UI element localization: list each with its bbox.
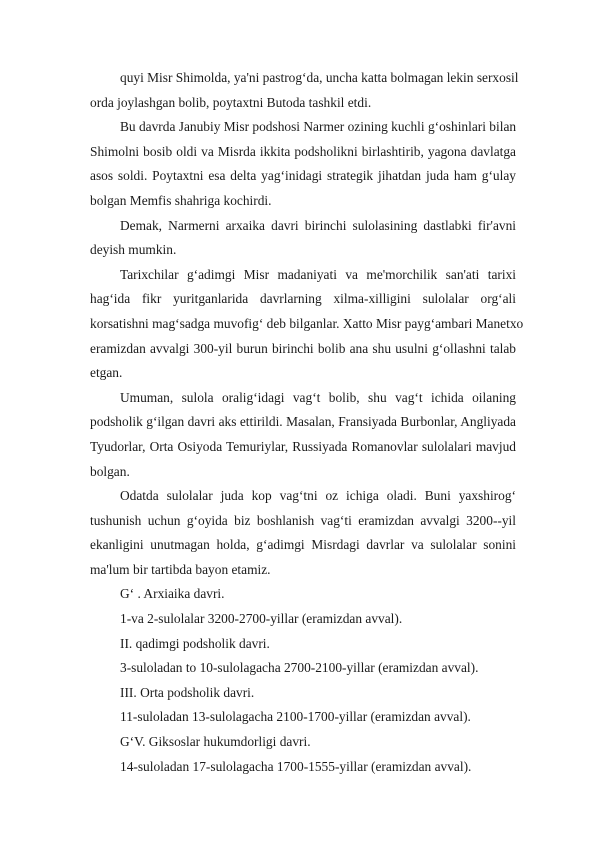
- text-line: ma'lum bir tartibda bayon etamiz.: [90, 561, 271, 577]
- text-line: G‘ . Arxiaika davri.: [120, 586, 225, 602]
- text-line: 3-suloladan to 10-sulolagacha 2700-2100-yillar (eramizdan avval).: [120, 660, 479, 676]
- text-line: eramizdan avvalgi 300-yil burun birinchi bolib ana shu usulni g‘ollashni talab: [90, 340, 516, 356]
- text-line: 14-suloladan 17-sulolagacha 1700-1555-yillar (eramizdan avval).: [120, 758, 472, 774]
- text-line: asos soldi. Poytaxtni esa delta yag‘inidagi strategik jihatdan juda ham g‘ulay: [90, 168, 516, 184]
- text-line: III. Orta podsholik davri.: [120, 684, 255, 700]
- text-line: ekanligini unutmagan holda, g‘adimgi Misrdagi davrlar va sulolalar sonini: [90, 537, 516, 553]
- text-line: Bu davrda Janubiy Misr podshosi Narmer ozining kuchli g‘oshinlari bilan: [120, 119, 517, 135]
- text-line: bolgan Memfis shahriga kochirdi.: [90, 192, 272, 208]
- text-line: Umuman, sulola oralig‘idagi vag‘t bolib, shu vag‘t ichida oilaning: [120, 389, 516, 405]
- text-line: tushunish uchun g‘oyida biz boshlanish vag‘ti eramizdan avvalgi 3200--yil: [90, 512, 516, 528]
- text-line: etgan.: [90, 365, 123, 381]
- text-line: bolgan.: [90, 463, 130, 479]
- text-line: Tarixchilar g‘adimgi Misr madaniyati va me'morchilik san'ati tarixi: [120, 266, 516, 282]
- text-line: orda joylashgan bolib, poytaxtni Butoda tashkil etdi.: [90, 94, 372, 110]
- text-line: 1-va 2-sulolalar 3200-2700-yillar (eramizdan avval).: [120, 611, 403, 627]
- text-line: korsatishni mag‘sadga muvofig‘ deb bilganlar. Xatto Misr payg‘ambari Manetxo: [90, 315, 524, 331]
- text-line: Tyudorlar, Orta Osiyoda Temuriylar, Russiyada Romanovlar sulolalari mavjud: [90, 438, 516, 454]
- text-line: Shimolni bosib oldi va Misrda ikkita podsholikni birlashtirib, yagona davlatga: [90, 143, 516, 159]
- body-text: [90, 66, 524, 779]
- text-line: hag‘ida fikr yuritganlarida davrlarning xilma-xilligini sulolalar org‘ali: [90, 291, 516, 307]
- text-line: G‘V. Giksoslar hukumdorligi davri.: [120, 734, 311, 750]
- text-line: podsholik g‘ilgan davri aks ettirildi. Masalan, Fransiyada Burbonlar, Angliyada: [90, 414, 516, 430]
- text-line: deyish mumkin.: [90, 242, 177, 258]
- text-line: Odatda sulolalar juda kop vag‘tni oz ichiga oladi. Buni yaxshirog‘: [120, 488, 516, 504]
- text-line: Demak, Narmerni arxaika davri birinchi sulolasining dastlabki fir'avni: [120, 217, 516, 233]
- text-line: 11-suloladan 13-sulolagacha 2100-1700-yillar (eramizdan avval).: [120, 709, 471, 725]
- text-line: quyi Misr Shimolda, ya'ni pastrog‘da, uncha katta bolmagan lekin serxosil: [120, 70, 519, 85]
- text-line: II. qadimgi podsholik davri.: [120, 635, 270, 651]
